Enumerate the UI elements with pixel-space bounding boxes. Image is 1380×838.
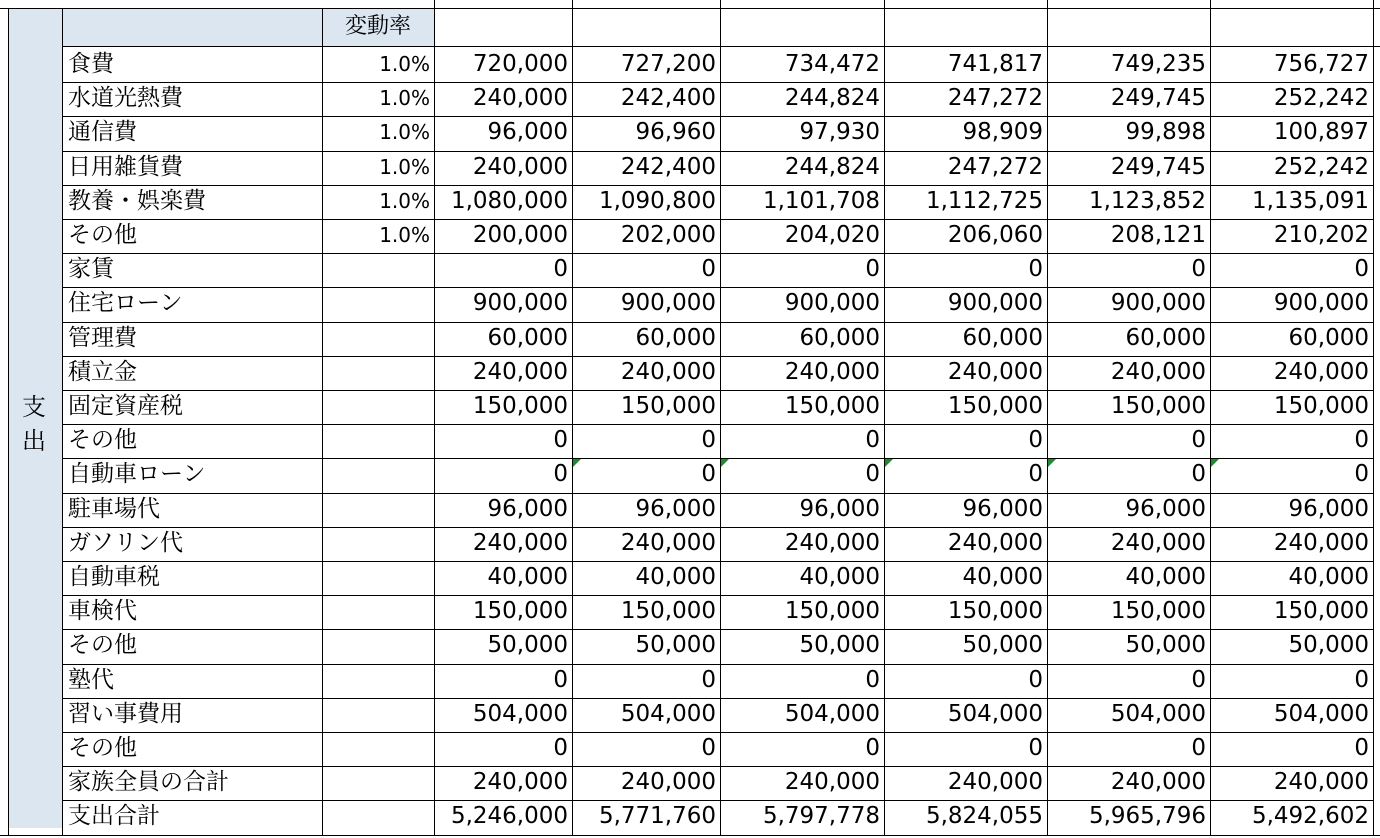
grid-line-h [62,356,1373,357]
category-cell[interactable]: 家賃 [68,256,114,283]
value-cell[interactable]: 0 [1028,461,1043,488]
value-cell[interactable]: 900,000 [472,290,568,317]
value-cell[interactable]: 5,492,602 [1251,803,1369,830]
rate-cell[interactable] [322,698,434,732]
value-cell[interactable]: 1,135,091 [1251,187,1369,214]
grid-line-h [62,732,1373,733]
rate-cell[interactable] [322,322,434,356]
value-cell[interactable]: 0 [1354,666,1369,693]
value-cell[interactable]: 504,000 [784,700,880,727]
value-cell[interactable]: 240,000 [1273,529,1369,556]
value-cell[interactable]: 0 [701,427,716,454]
value-cell[interactable]: 0 [1354,256,1369,283]
value-cell[interactable]: 0 [1191,427,1206,454]
rate-cell[interactable] [322,664,434,698]
category-cell[interactable]: 家族全員の合計 [68,769,229,796]
value-cell[interactable]: 504,000 [472,700,568,727]
value-cell[interactable]: 0 [865,666,880,693]
value-cell[interactable]: 60,000 [799,324,880,351]
value-cell[interactable]: 50,000 [487,632,568,659]
value-cell[interactable]: 900,000 [784,290,880,317]
error-indicator-icon [1211,459,1219,467]
grid-line-v [1047,0,1048,835]
grid-line-h [62,527,1373,528]
grid-line-v [322,8,323,835]
value-cell[interactable]: 150,000 [472,393,568,419]
category-cell[interactable]: 習い事費用 [68,700,183,727]
value-cell[interactable]: 60,000 [487,324,568,351]
rate-cell[interactable]: 1.0% [379,223,430,247]
category-cell[interactable]: 自動車ローン [68,461,206,488]
value-cell[interactable]: 96,000 [962,495,1043,522]
value-cell[interactable]: 240,000 [947,358,1043,385]
value-cell[interactable]: 0 [865,427,880,454]
category-cell[interactable]: その他 [68,632,137,659]
value-cell[interactable]: 0 [1354,427,1369,454]
value-cell[interactable]: 204,020 [784,222,880,248]
value-cell[interactable]: 60,000 [635,324,716,351]
value-cell[interactable]: 202,000 [620,222,716,248]
value-cell[interactable]: 0 [865,256,880,283]
value-cell[interactable]: 247,272 [947,85,1043,112]
value-cell[interactable]: 0 [701,735,716,761]
grid-line-v [884,0,885,835]
value-cell[interactable]: 252,242 [1273,153,1369,180]
grid-line-h [62,322,1373,323]
category-cell[interactable]: ガソリン代 [68,529,183,556]
rate-cell[interactable] [322,356,434,390]
value-cell[interactable]: 240,000 [620,529,716,556]
grid-line-h [62,766,1373,767]
value-cell[interactable]: 240,000 [947,769,1043,796]
grid-line-h [62,493,1373,494]
value-cell[interactable]: 0 [553,427,568,454]
value-cell[interactable]: 741,817 [947,51,1043,77]
value-cell[interactable]: 240,000 [472,769,568,796]
value-cell[interactable]: 249,745 [1110,85,1206,112]
category-cell[interactable]: 教養・娯楽費 [68,187,206,214]
rate-cell[interactable] [322,595,434,629]
value-cell[interactable]: 206,060 [947,222,1043,248]
grid-line-v [8,8,9,835]
category-cell[interactable]: 住宅ローン [68,290,183,317]
value-cell[interactable]: 40,000 [1288,564,1369,590]
value-cell[interactable]: 0 [1028,666,1043,693]
grid-line-v [62,8,63,835]
value-cell[interactable]: 0 [701,461,716,488]
value-cell[interactable]: 0 [701,666,716,693]
rate-cell[interactable] [322,424,434,458]
grid-line-v [434,0,435,835]
value-cell[interactable]: 1,123,852 [1088,187,1206,214]
value-cell[interactable]: 0 [1191,461,1206,488]
grid-line-v [720,0,721,835]
value-cell[interactable]: 1,101,708 [762,187,880,214]
value-cell[interactable]: 98,909 [962,119,1043,146]
value-cell[interactable]: 150,000 [784,393,880,419]
value-cell[interactable]: 5,771,760 [598,803,716,830]
value-cell[interactable]: 0 [1191,735,1206,761]
category-cell[interactable]: 食費 [68,51,114,77]
value-cell[interactable]: 240,000 [472,529,568,556]
error-indicator-icon [573,459,581,467]
category-cell[interactable]: 車検代 [68,598,137,625]
value-cell[interactable]: 40,000 [635,564,716,590]
category-cell[interactable]: 日用雑貨費 [68,153,183,180]
value-cell[interactable]: 1,112,725 [925,187,1043,214]
value-cell[interactable]: 240,000 [1110,769,1206,796]
value-cell[interactable]: 240,000 [784,358,880,385]
category-cell[interactable]: 積立金 [68,358,137,385]
value-cell[interactable]: 244,824 [784,85,880,112]
rate-cell[interactable] [322,766,434,800]
rate-cell[interactable] [322,561,434,595]
grid-line-h [62,116,1373,117]
value-cell[interactable]: 60,000 [1288,324,1369,351]
value-cell[interactable]: 240,000 [620,769,716,796]
rate-cell[interactable] [322,390,434,424]
grid-line-h [62,458,1373,459]
value-cell[interactable]: 100,897 [1273,119,1369,146]
value-cell[interactable]: 504,000 [1110,700,1206,727]
grid-line-h [62,698,1373,699]
value-cell[interactable]: 200,000 [472,222,568,248]
value-cell[interactable]: 749,235 [1110,51,1206,77]
value-cell[interactable]: 900,000 [1273,290,1369,317]
error-indicator-icon [885,459,893,467]
category-cell[interactable]: 固定資産税 [68,393,183,419]
value-cell[interactable]: 0 [1354,461,1369,488]
value-cell[interactable]: 60,000 [962,324,1043,351]
value-cell[interactable]: 900,000 [620,290,716,317]
value-cell[interactable]: 240,000 [784,529,880,556]
value-cell[interactable]: 40,000 [1125,564,1206,590]
grid-line-h [62,424,1373,425]
value-cell[interactable]: 5,797,778 [762,803,880,830]
grid-line-h [62,287,1373,288]
rate-cell[interactable]: 1.0% [379,154,430,179]
rate-cell[interactable] [322,629,434,663]
value-cell[interactable]: 40,000 [487,564,568,590]
category-cell[interactable]: 水道光熱費 [68,85,183,112]
rate-header[interactable]: 変動率 [322,8,434,46]
value-cell[interactable]: 208,121 [1110,222,1206,248]
rate-cell[interactable] [322,287,434,321]
value-cell[interactable]: 720,000 [472,51,568,77]
value-cell[interactable]: 99,898 [1125,119,1206,146]
value-cell[interactable]: 210,202 [1273,222,1369,248]
value-cell[interactable]: 900,000 [947,290,1043,317]
value-cell[interactable]: 252,242 [1273,85,1369,112]
category-cell[interactable]: その他 [68,735,137,761]
value-cell[interactable]: 240,000 [1273,769,1369,796]
value-cell[interactable]: 0 [1028,427,1043,454]
grid-line-h [62,664,1373,665]
value-cell[interactable]: 0 [865,735,880,761]
value-cell[interactable]: 150,000 [620,393,716,419]
grid-line-h [62,561,1373,562]
value-cell[interactable]: 240,000 [472,358,568,385]
value-cell[interactable]: 0 [553,666,568,693]
grid-line-h [62,151,1373,152]
value-cell[interactable]: 240,000 [1110,358,1206,385]
rate-cell[interactable] [322,493,434,527]
value-cell[interactable]: 242,400 [620,85,716,112]
value-cell[interactable]: 240,000 [947,529,1043,556]
grid-line-h [62,219,1373,220]
category-cell[interactable]: 自動車税 [68,564,160,590]
value-cell[interactable]: 96,000 [799,495,880,522]
grid-line-v [1210,0,1211,835]
grid-line-h [62,253,1373,254]
grid-line-h [62,390,1373,391]
category-cell[interactable]: 支出合計 [68,803,160,830]
header-category-cell [62,8,322,46]
rate-cell[interactable] [322,458,434,492]
section-label[interactable]: 支出 [22,393,46,455]
rate-cell[interactable]: 1.0% [379,188,430,213]
value-cell[interactable]: 150,000 [1273,598,1369,625]
value-cell[interactable]: 727,200 [620,51,716,77]
value-cell[interactable]: 1,090,800 [598,187,716,214]
value-cell[interactable]: 249,745 [1110,153,1206,180]
category-cell[interactable]: 駐車場代 [68,495,160,522]
grid-line-h [62,82,1373,83]
grid-line-v [1373,0,1374,835]
category-cell[interactable]: その他 [68,222,137,248]
grid-line-h [0,8,1380,9]
value-cell[interactable]: 0 [553,735,568,761]
value-cell[interactable]: 96,000 [1288,495,1369,522]
value-cell[interactable]: 240,000 [1273,358,1369,385]
value-cell[interactable]: 756,727 [1273,51,1369,77]
value-cell[interactable]: 0 [701,256,716,283]
value-cell[interactable]: 150,000 [620,598,716,625]
value-cell[interactable]: 0 [1191,256,1206,283]
value-cell[interactable]: 40,000 [962,564,1043,590]
value-cell[interactable]: 240,000 [784,769,880,796]
error-indicator-icon [1048,459,1056,467]
value-cell[interactable]: 96,000 [1125,495,1206,522]
value-cell[interactable]: 96,000 [487,119,568,146]
value-cell[interactable]: 150,000 [1273,393,1369,419]
error-indicator-icon [721,459,729,467]
value-cell[interactable]: 0 [1191,666,1206,693]
value-cell[interactable]: 150,000 [1110,598,1206,625]
value-cell[interactable]: 242,400 [620,153,716,180]
value-cell[interactable]: 734,472 [784,51,880,77]
value-cell[interactable]: 50,000 [1125,632,1206,659]
grid-line-h [62,46,1380,47]
value-cell[interactable]: 240,000 [1110,529,1206,556]
value-cell[interactable]: 96,000 [635,495,716,522]
value-cell[interactable]: 0 [553,461,568,488]
value-cell[interactable]: 5,824,055 [925,803,1043,830]
value-cell[interactable]: 150,000 [947,598,1043,625]
value-cell[interactable]: 504,000 [1273,700,1369,727]
rate-cell[interactable] [322,527,434,561]
value-cell[interactable]: 150,000 [472,598,568,625]
value-cell[interactable]: 96,960 [635,119,716,146]
value-cell[interactable]: 240,000 [472,153,568,180]
value-cell[interactable]: 150,000 [1110,393,1206,419]
grid-line-h [62,629,1373,630]
value-cell[interactable]: 0 [553,256,568,283]
value-cell[interactable]: 504,000 [947,700,1043,727]
value-cell[interactable]: 60,000 [1125,324,1206,351]
rate-cell[interactable] [322,800,434,834]
grid-line-h [0,835,1380,836]
value-cell[interactable]: 1,080,000 [450,187,568,214]
rate-cell[interactable] [322,253,434,287]
value-cell[interactable]: 240,000 [472,85,568,112]
value-cell[interactable]: 40,000 [799,564,880,590]
rate-cell[interactable]: 1.0% [379,120,430,145]
value-cell[interactable]: 0 [1028,735,1043,761]
category-cell[interactable]: 管理費 [68,324,137,351]
rate-cell[interactable]: 1.0% [379,52,430,76]
grid-line-v [572,0,573,835]
value-cell[interactable]: 0 [865,461,880,488]
value-cell[interactable]: 0 [1028,256,1043,283]
category-cell[interactable]: 通信費 [68,119,137,146]
grid-line-h [62,595,1373,596]
value-cell[interactable]: 5,965,796 [1088,803,1206,830]
rate-cell[interactable]: 1.0% [379,86,430,111]
grid-line-h [62,185,1373,186]
value-cell[interactable]: 97,930 [799,119,880,146]
value-cell[interactable]: 0 [1354,735,1369,761]
value-cell[interactable]: 96,000 [487,495,568,522]
value-cell[interactable]: 240,000 [620,358,716,385]
value-cell[interactable]: 150,000 [784,598,880,625]
value-cell[interactable]: 50,000 [962,632,1043,659]
value-cell[interactable]: 247,272 [947,153,1043,180]
category-cell[interactable]: その他 [68,427,137,454]
value-cell[interactable]: 504,000 [620,700,716,727]
grid-line-h [62,800,1373,801]
category-cell[interactable]: 塾代 [68,666,114,693]
value-cell[interactable]: 50,000 [635,632,716,659]
value-cell[interactable]: 150,000 [947,393,1043,419]
value-cell[interactable]: 50,000 [1288,632,1369,659]
value-cell[interactable]: 244,824 [784,153,880,180]
value-cell[interactable]: 5,246,000 [450,803,568,830]
value-cell[interactable]: 900,000 [1110,290,1206,317]
value-cell[interactable]: 50,000 [799,632,880,659]
rate-cell[interactable] [322,732,434,766]
